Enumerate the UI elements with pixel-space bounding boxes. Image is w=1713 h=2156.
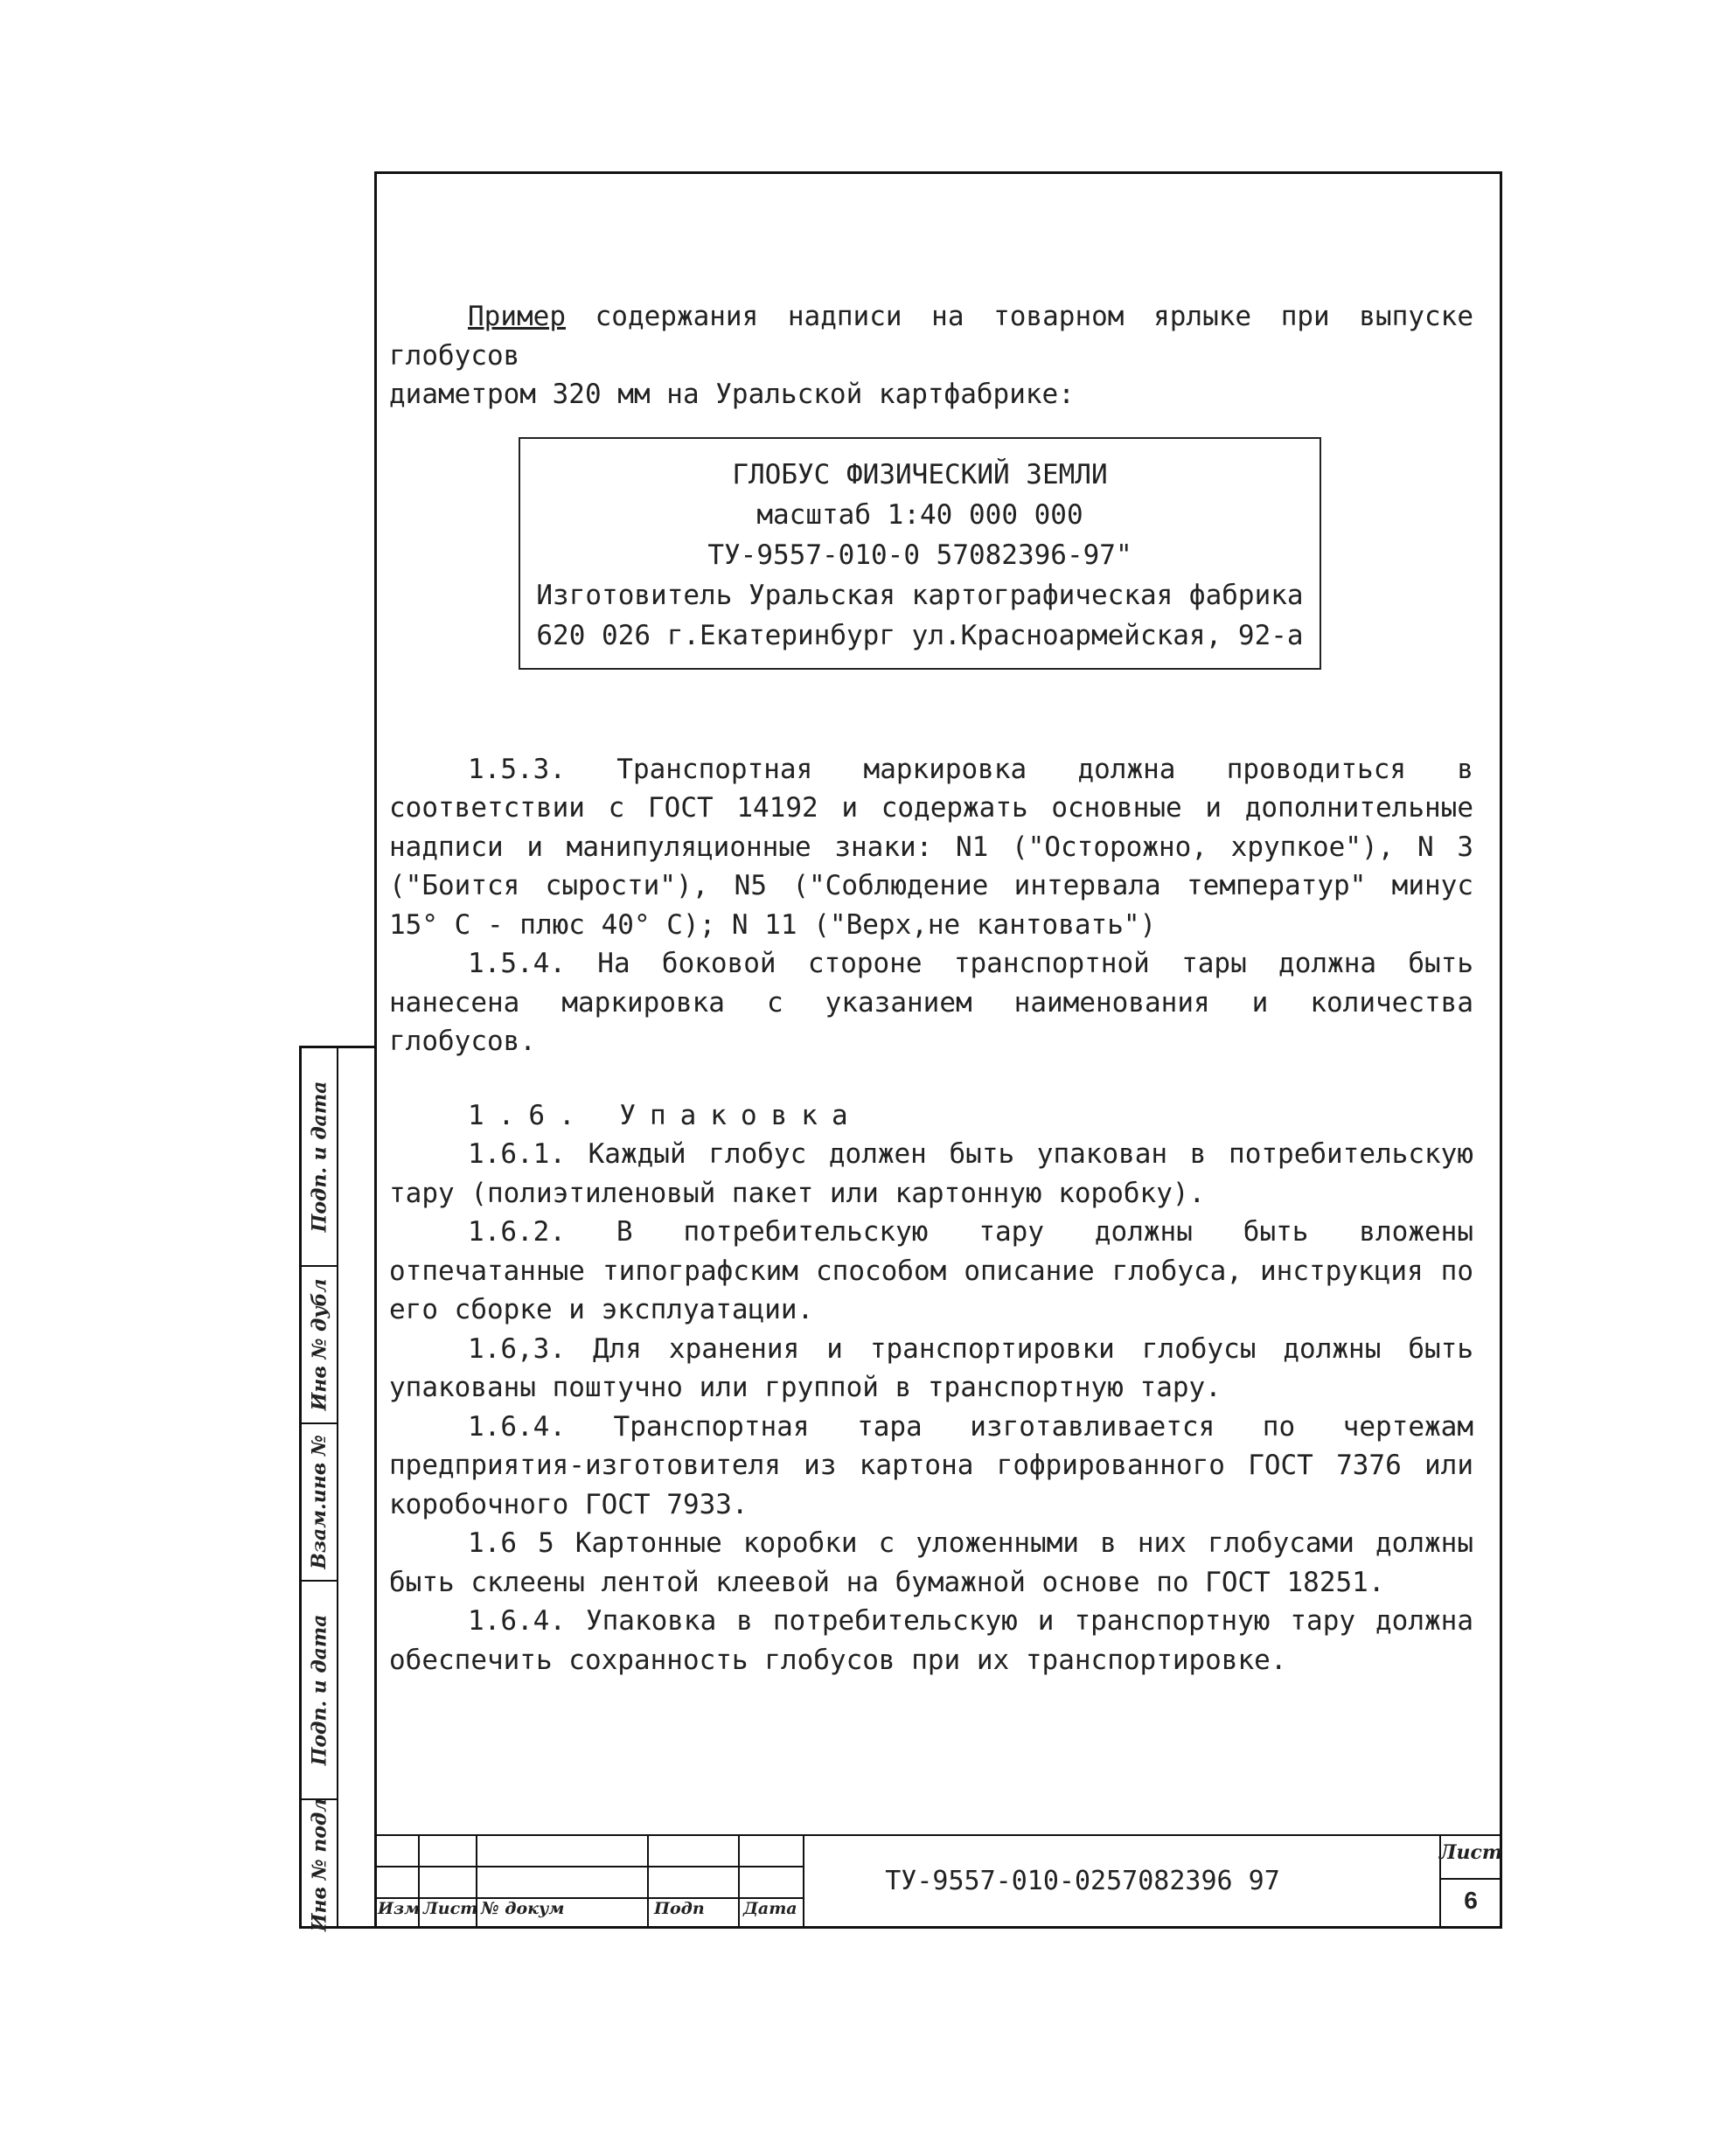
caption-doc-number: № докум	[481, 1899, 565, 1918]
paragraph-1-5-4: 1.5.4. На боковой стороне транспортной тары должна быть нанесена маркировка с указанием наименования и количества глобусов.	[389, 948, 1473, 1057]
caption-change: Изм	[378, 1899, 421, 1918]
side-stamp-column	[299, 1046, 374, 1929]
side-cell-orig-inv: Инв № подл	[308, 1798, 331, 1931]
paragraph-1-6-4a: 1.6.4. Транспортная тара изготавливается по чертежам предприятия-изготовителя из картона гофрированного ГОСТ 7376 или коробочного ГОСТ 7933.	[389, 1410, 1473, 1520]
side-cell-dup-inv: Инв № дубл	[302, 1267, 337, 1424]
label-line-2: масштаб 1:40 000 000	[756, 498, 1083, 531]
intro-paragraph	[389, 297, 1473, 375]
side-cell-sign-date-1: Подп. и дата	[302, 1048, 337, 1267]
intro-text-first: содержания надписи на товарном ярлыке при выпуске глобусов	[389, 301, 1473, 372]
intro-text-second: диаметром 320 мм на Уральской картфабрике:	[389, 379, 1075, 410]
side-cell-sign-date-2: Подп. и дата	[302, 1582, 337, 1800]
title-block	[374, 1834, 1502, 1929]
caption-date: Дата	[743, 1899, 797, 1918]
sheet-label: Лист	[1439, 1841, 1503, 1864]
paragraph-1-6-5: 1.6 5 Картонные коробки с уложенными в них глобусами должны быть склеены лентой клеевой на бумажной основе по ГОСТ 18251.	[389, 1527, 1473, 1598]
document-body	[389, 297, 1473, 1680]
section-heading-1-6: 1.6. Упаковка	[468, 1099, 862, 1131]
caption-sheet: Лист	[423, 1899, 478, 1918]
paragraph-1-6-2: 1.6.2. В потребительскую тару должны быть вложены отпечатанные типографским способом описание глобуса, инструкция по его сборке и эксплуатации.	[389, 1216, 1473, 1325]
label-line-3: ТУ-9557-010-0 57082396-97"	[707, 539, 1132, 571]
document-code: ТУ-9557-010-0257082396 97	[885, 1866, 1280, 1896]
sheet-number: 6	[1464, 1887, 1478, 1914]
label-line-1: ГЛОБУС ФИЗИЧЕСКИЙ ЗЕМЛИ	[732, 458, 1108, 490]
paragraph-1-6-1: 1.6.1. Каждый глобус должен быть упакован в потребительскую таpу (полиэтиленовый пакет или картонную коробку).	[389, 1138, 1473, 1209]
side-cell-replace-inv: Взам.инв №	[302, 1424, 337, 1582]
paragraph-1-6-4b: 1.6.4. Упаковка в потребительскую и транспортную тару должна обеспечить сохранность глобусов при их транспортировке.	[389, 1605, 1473, 1676]
paragraph-1-6-3: 1.6,3. Для хранения и транспортировки глобусы должны быть упакованы поштучно или группой в транспортную тару.	[389, 1332, 1473, 1403]
paragraph-1-5-3: 1.5.3. Транспортная маркировка должна проводиться в соответствии с ГОСТ 14192 и содержать основные и дополнительные надписи и манипуляционные знаки: N1 ("Осторожно, хрупкое"), N 3 ("Боится сырости"), N5 ("Соблюдение интервала температур" минус 15° С - плюс 40° С); N 11 ("Верх,не кантовать")	[389, 753, 1473, 941]
label-line-5: 620 026 г.Екатеринбург ул.Красноармейская, 92-а	[536, 619, 1304, 651]
intro-underlined-word: Пример	[468, 301, 566, 332]
product-label-box	[519, 437, 1321, 670]
caption-signature: Подп	[654, 1899, 705, 1918]
label-line-4: Изготовитель Уральская картографическая фабрика	[536, 579, 1304, 611]
